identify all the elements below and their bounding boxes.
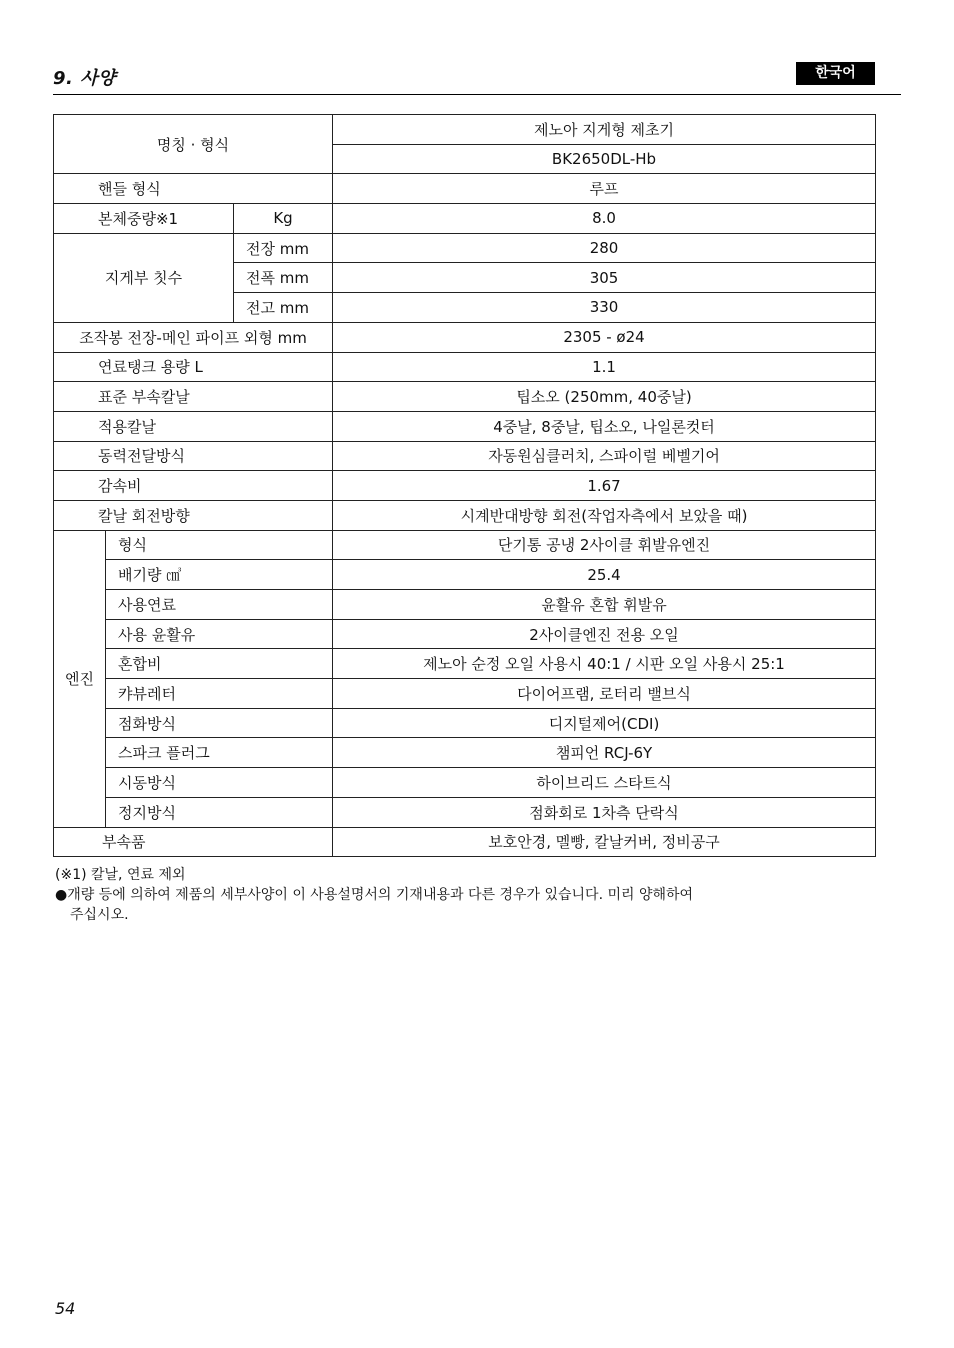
frame-label: 지게부 칫수 xyxy=(54,233,234,322)
disclaimer-line1: 개량 등에 의하여 제품의 세부사양이 이 사용설명서의 기재내용과 다른 경우가 있습니다. 미리 양해하여 xyxy=(67,887,694,903)
table-row xyxy=(54,322,876,352)
accessories-label: 부속품 xyxy=(54,827,333,857)
name-type-label: 명칭 · 형식 xyxy=(54,115,333,174)
handle-value: 루프 xyxy=(333,174,876,204)
engine-row-value: 단기통 공냉 2사이클 휘발유엔진 xyxy=(333,530,876,560)
table-row xyxy=(54,649,876,679)
table-row xyxy=(54,619,876,649)
table-row xyxy=(54,768,876,798)
blades-label: 적용칼날 xyxy=(54,411,333,441)
table-row xyxy=(54,233,876,263)
model-value: BK2650DL-Hb xyxy=(333,144,876,174)
disclaimer-line2: 주십시오. xyxy=(70,907,129,923)
std-blade-label: 표준 부속칼날 xyxy=(54,382,333,412)
reduction-value: 1.67 xyxy=(333,471,876,501)
language-badge: 한국어 xyxy=(796,62,875,85)
frame-width-value: 305 xyxy=(333,263,876,293)
table-row xyxy=(54,204,876,234)
fuel-tank-label: 연료탱크 용량 L xyxy=(54,352,333,382)
fuel-tank-value: 1.1 xyxy=(333,352,876,382)
disclaimer xyxy=(55,886,693,905)
table-row xyxy=(54,500,876,530)
table-row xyxy=(54,708,876,738)
table-row xyxy=(54,441,876,471)
engine-row-value: 다이어프램, 로터리 밸브식 xyxy=(333,679,876,709)
table-row xyxy=(54,827,876,857)
engine-row-label: 배기량 ㎤ xyxy=(106,560,333,590)
table-row xyxy=(54,382,876,412)
bullet-icon: ● xyxy=(55,887,68,903)
page-number: 54 xyxy=(55,1299,76,1318)
engine-row-label: 사용 윤활유 xyxy=(106,619,333,649)
engine-row-label: 점화방식 xyxy=(106,708,333,738)
engine-row-value: 제노아 순정 오일 사용시 40:1 / 시판 오일 사용시 25:1 xyxy=(333,649,876,679)
transmission-label: 동력전달방식 xyxy=(54,441,333,471)
engine-row-label: 사용연료 xyxy=(106,590,333,620)
engine-row-value: 25.4 xyxy=(333,560,876,590)
engine-row-label: 스파크 플러그 xyxy=(106,738,333,768)
spec-table xyxy=(53,114,876,857)
engine-row-label: 형식 xyxy=(106,530,333,560)
table-row xyxy=(54,530,876,560)
weight-label: 본체중량※1 xyxy=(54,204,234,234)
engine-row-label: 캬뷰레터 xyxy=(106,679,333,709)
table-row xyxy=(54,797,876,827)
weight-value: 8.0 xyxy=(333,204,876,234)
rotation-label: 칼날 회전방향 xyxy=(54,500,333,530)
table-row xyxy=(54,738,876,768)
std-blade-value: 팁소오 (250mm, 40중날) xyxy=(333,382,876,412)
header-divider xyxy=(53,94,901,95)
accessories-value: 보호안경, 멜빵, 칼날커버, 정비공구 xyxy=(333,827,876,857)
product-name: 제노아 지게형 제초기 xyxy=(333,115,876,145)
table-row xyxy=(54,411,876,441)
frame-length-label: 전장 mm xyxy=(234,233,333,263)
table-row xyxy=(54,560,876,590)
engine-label: 엔진 xyxy=(54,530,106,827)
handle-label: 핸들 형식 xyxy=(54,174,333,204)
rotation-value: 시계반대방향 회전(작업자측에서 보았을 때) xyxy=(333,500,876,530)
engine-row-label: 혼합비 xyxy=(106,649,333,679)
engine-row-value: 하이브리드 스타트식 xyxy=(333,768,876,798)
frame-length-value: 280 xyxy=(333,233,876,263)
engine-row-label: 정지방식 xyxy=(106,797,333,827)
table-row xyxy=(54,352,876,382)
reduction-label: 감속비 xyxy=(54,471,333,501)
section-title: 9. 사양 xyxy=(53,68,116,89)
footnote: (※1) 칼날, 연료 제외 xyxy=(55,867,186,883)
weight-unit: Kg xyxy=(234,204,333,234)
engine-row-label: 시동방식 xyxy=(106,768,333,798)
frame-height-label: 전고 mm xyxy=(234,293,333,323)
engine-row-value: 챔피언 RCJ-6Y xyxy=(333,738,876,768)
pipe-label: 조작봉 전장-메인 파이프 외형 mm xyxy=(54,322,333,352)
table-row xyxy=(54,115,876,145)
transmission-value: 자동원심클러치, 스파이럴 베벨기어 xyxy=(333,441,876,471)
frame-width-label: 전폭 mm xyxy=(234,263,333,293)
table-row xyxy=(54,679,876,709)
table-row xyxy=(54,590,876,620)
frame-height-value: 330 xyxy=(333,293,876,323)
engine-row-value: 점화회로 1차측 단락식 xyxy=(333,797,876,827)
engine-row-value: 윤활유 혼합 휘발유 xyxy=(333,590,876,620)
pipe-value: 2305 - ø24 xyxy=(333,322,876,352)
table-row xyxy=(54,174,876,204)
blades-value: 4중날, 8중날, 팁소오, 나일론컷터 xyxy=(333,411,876,441)
engine-row-value: 디지털제어(CDI) xyxy=(333,708,876,738)
table-row xyxy=(54,471,876,501)
engine-row-value: 2사이클엔진 전용 오일 xyxy=(333,619,876,649)
